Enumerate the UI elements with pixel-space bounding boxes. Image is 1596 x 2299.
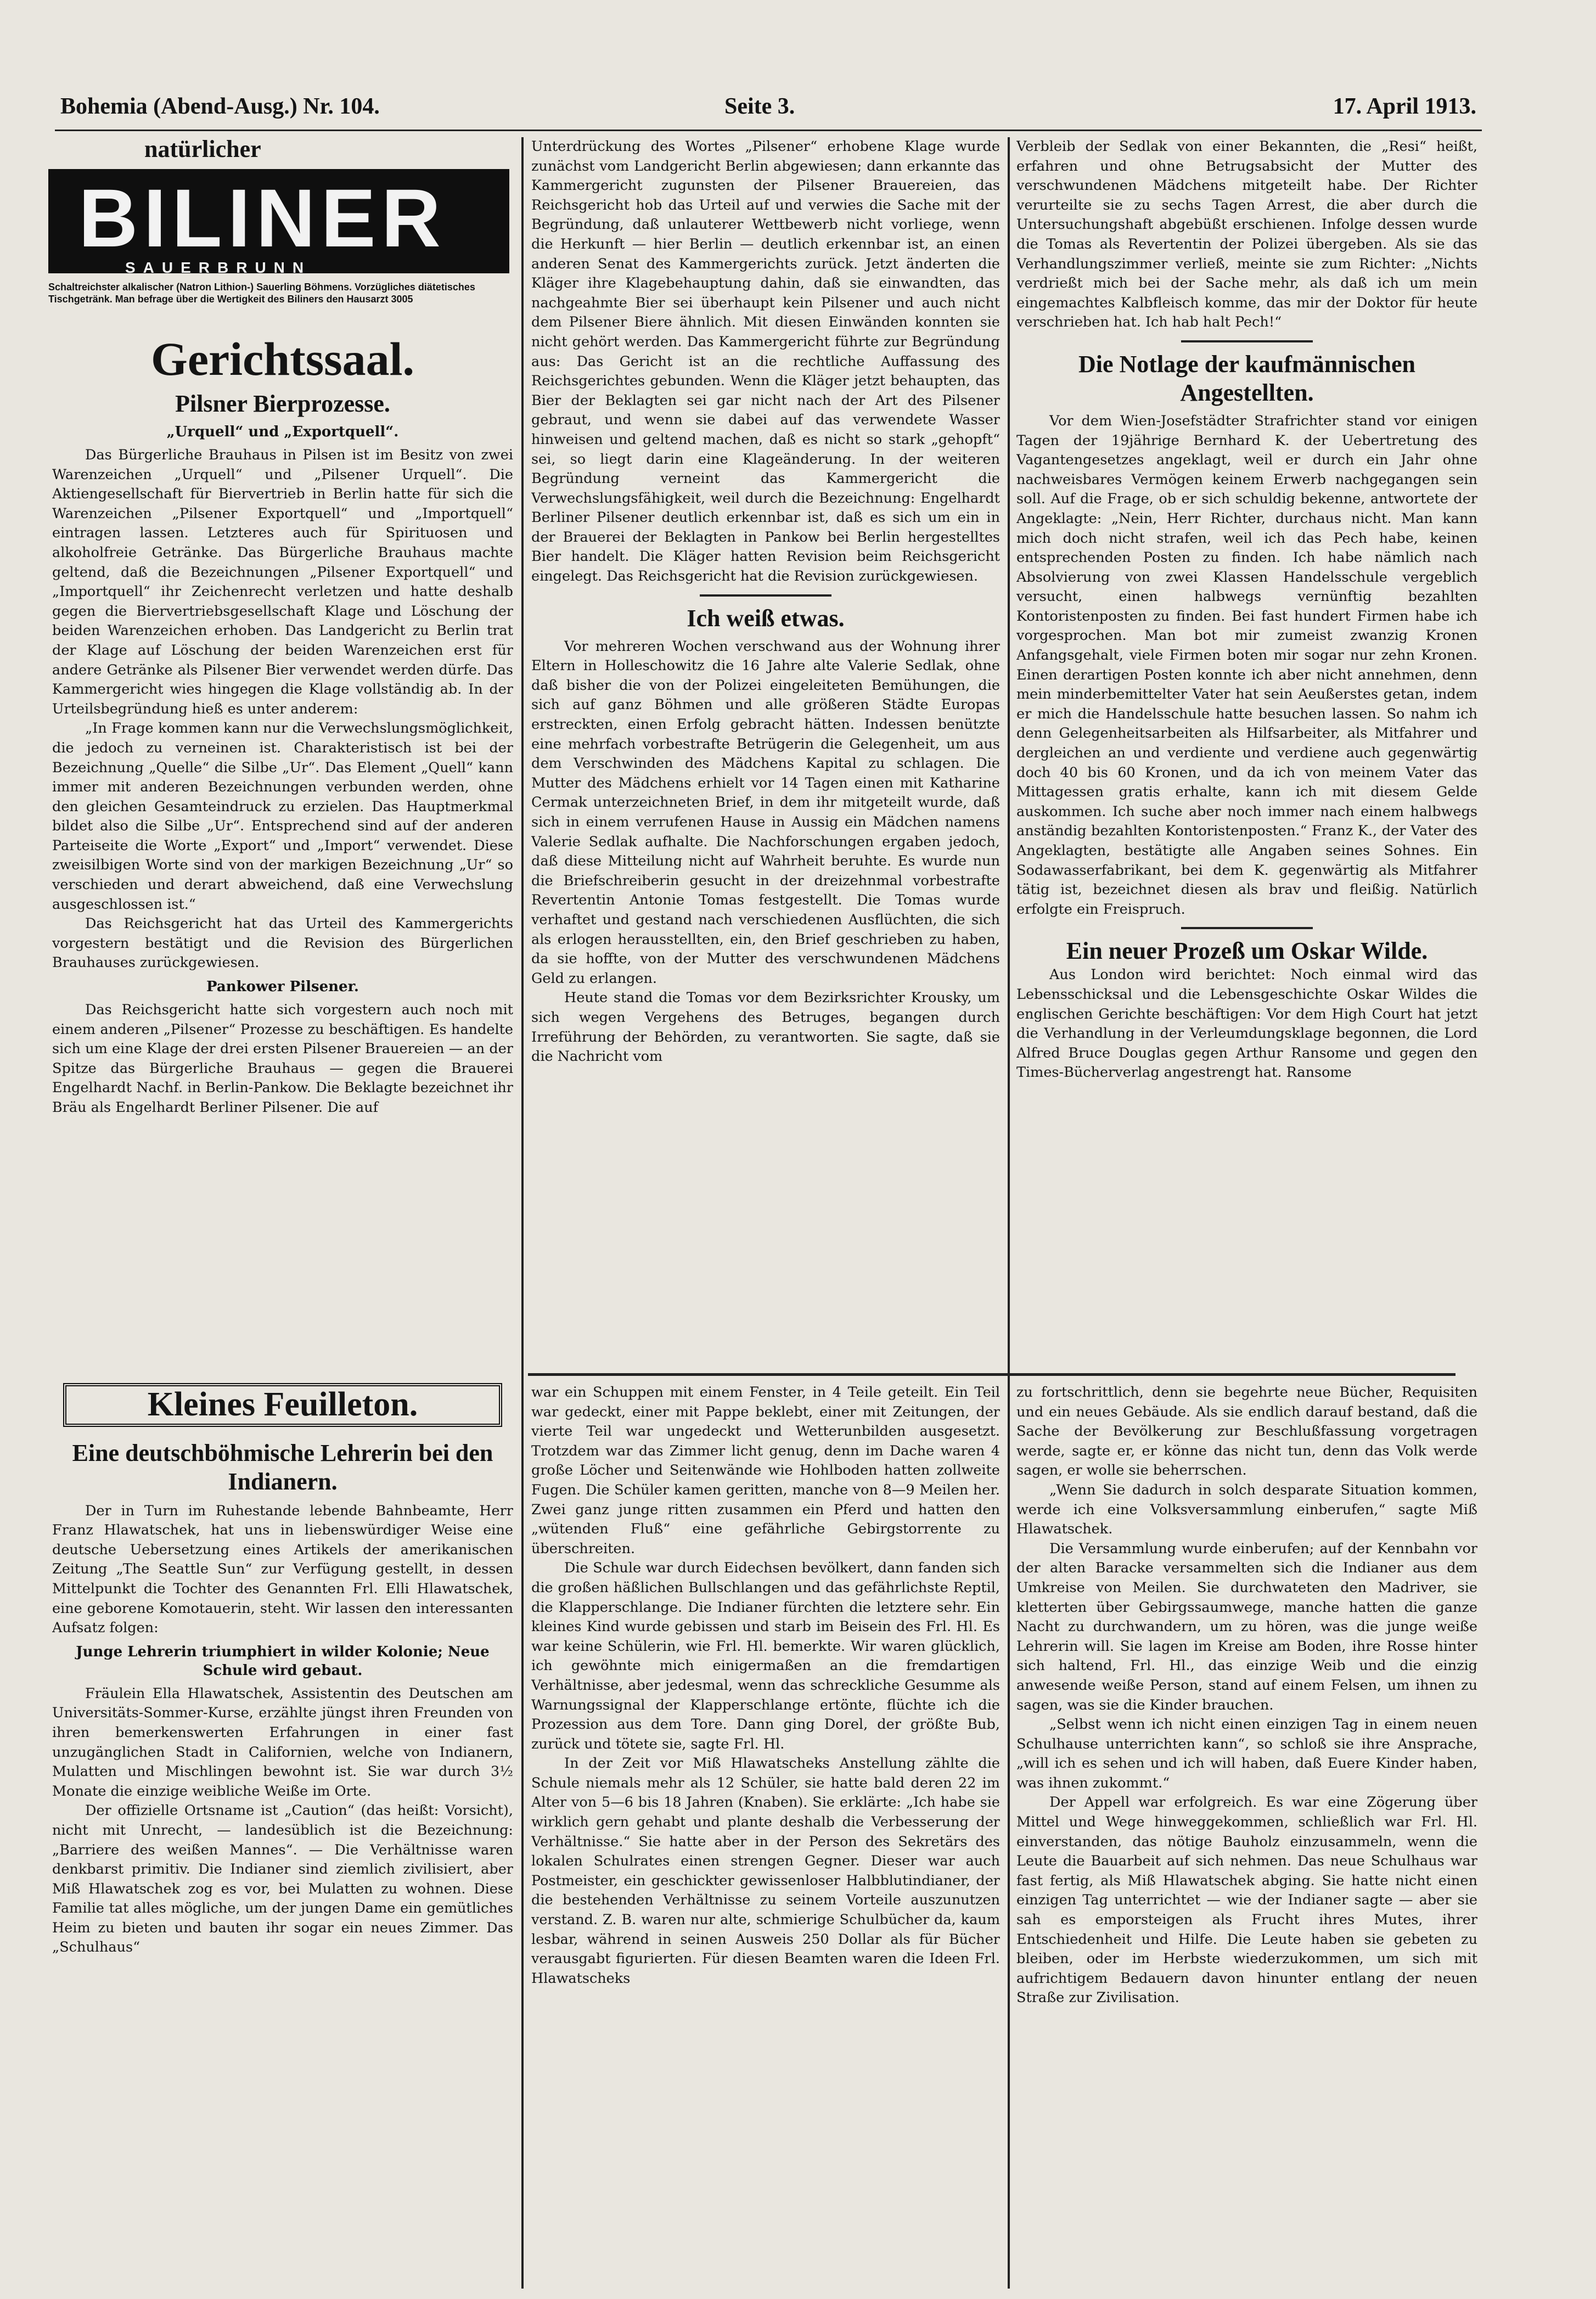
page-header xyxy=(60,93,1476,132)
column-rule-2 xyxy=(1008,137,1010,2289)
article-subtitle: „Urquell“ und „Exportquell“. xyxy=(166,424,399,440)
paragraph: Der offizielle Ortsname ist „Caution“ (das heißt: Vorsicht), nicht mit Unrecht, — landesüblich ist die Bezeichnung: „Barriere des weißen Mannes“. — Die Verhältnisse waren denkbarst primitiv. Die Indianer sind ziemlich zivilisiert, aber Miß Hlawatschek zog es vor, bei Mulatten zu wohnen. Diese Familie tat alles mögliche, um der jungen Dame ein gemütliches Heim zu bieten und bauten ihr sogar ein neues Zimmer. Das „Schulhaus“ xyxy=(52,1802,513,1956)
paragraph: Aus London wird berichtet: Noch einmal wird das Lebensschicksal und die Lebensgeschichte Oskar Wildes die englischen Gerichte beschäftigen: Vor dem High Court hat jetzt die Verhandlung in der Verleumdungsklage begonnen, die Lord Alfred Bruce Douglas gegen Arthur Ransome und gegen den Times-Bücherverlag angestrengt hat. Ransome xyxy=(1016,966,1477,1081)
article-title-bierprozesse: Pilsner Bierprozesse. xyxy=(175,390,390,417)
paragraph: Fräulein Ella Hlawatschek, Assistentin des Deutschen am Universitäts-Sommer-Kurse, erzählte jüngst ihren Freunden von ihren bemerkenswerten Erfahrungen in einer fast unzugänglichen Stadt in Californien, welche von Indianern, Mulatten und Mischlingen bewohnt ist. Sie war durch 3½ Monate die einzige weibliche Weiße im Orte. xyxy=(52,1685,513,1800)
paragraph: Unterdrückung des Wortes „Pilsener“ erhobene Klage wurde zunächst vom Landgericht Berlin abgewiesen; dann erkannte das Kammergericht zugunsten der Pilsener Brauereien, das Reichsgericht hob das Urteil auf und verwies die Sache mit der Begründung, daß unlauterer Wettbewerb nicht vorliege, wenn die Herkunft — hier Berlin — deutlich erkennbar ist, an einen anderen Senat des Kammergerichts zurück. Jetzt änderten die Kläger ihre Klagebehauptung dahin, daß sie einwandten, das nachgeahmte Bier sei überhaupt kein Pilsener und auch nicht dem Pilsener Biere ähnlich. Mit diesen Einwänden konnten sie nicht gehört werden. Das Kammergericht führte zur Begründung aus: Das Gericht ist an die rechtliche Auffassung des Reichsgerichtes gebunden. Wenn die Kläger jetzt behaupten, das Bier der Beklagten sei gar nicht nach der Art des Pilsener gebraut, und wenn sie dabei auf das verwendete Wasser hinweisen und geltend machen, daß es nicht so stark „gehopft“ sei, so liegt darin eine Klageänderung. In der weiteren Begründung verneint das Kammergericht die Verwechslungsfähigkeit, weil durch die Bezeichnung: Engelhardt Berliner Pilsener deutlich erkennbar ist, daß es sich um ein in der Brauerei der Beklagten in Pankow bei Berlin hergestelltes Bier handelt. Die Kläger hatten Revision beim Reichsgericht eingelegt. Das Reichsgericht hat die Revision zurückgewiesen. xyxy=(531,138,1000,585)
paragraph: Vor mehreren Wochen verschwand aus der Wohnung ihrer Eltern in Holleschowitz die 16 Jahre alte Valerie Sedlak, ohne daß bisher die von der Polizei eingeleiteten Bemühungen, die sich auf ganz Böhmen und alle größeren Städte Europas erstreckten, einen Erfolg gebracht hätten. Indessen benützte eine mehrfach vorbestrafte Betrügerin die Gelegenheit, um aus dem Verschwinden des Mädchens Kapital zu schlagen. Die Mutter des Mädchens erhielt vor 14 Tagen einen mit Katharine Cermak unterzeichneten Brief, in dem ihr mitgeteilt wurde, daß sich in einem verrufenen Hause in Aussig ein Mädchen namens Valerie Sedlak aufhalte. Die Nachforschungen ergaben jedoch, daß diese Mitteilung nicht auf Wahrheit beruhte. Es wurde nun die Briefschreiberin gesucht in der dreizehnmal vorbestrafte Revertentin Antonie Tomas festgestellt. Die Tomas wurde verhaftet und gestand nach verschiedenen Ausflüchten, die sich als erlogen herausstellten, ein, den Brief geschrieben zu haben, da sie hoffte, von der Mutter des verschwundenen Mädchens Geld zu erlangen. xyxy=(531,638,1000,987)
article-title-notlage: Die Notlage der kaufmännischen Angestellten. xyxy=(1078,350,1415,406)
paragraph: Der in Turn im Ruhestande lebende Bahnbeamte, Herr Franz Hlawatschek, hat uns in liebenswürdiger Weise eine deutsche Uebersetzung eines Artikels der amerikanischen Zeitung „The Seattle Sun“ zur Verfügung gestellt, in dessen Mittelpunkt die Tochter des Genannten Frl. Elli Hlawatschek, eine geborene Komotauerin, steht. Wir lassen den interessanten Aufsatz folgen: xyxy=(52,1502,513,1637)
subheading-pankow: Pankower Pilsener. xyxy=(206,979,359,996)
paragraph: Der Appell war erfolgreich. Es war eine Zögerung über Mittel und Wege hinweggekommen, schließlich war Frl. Hl. einverstanden, das nötige Bauholz einzusammeln, wenn die Leute die Bauarbeit auf sich nehmen. Das neue Schulhaus war fast fertig, als Miß Hlawatschek abging. Sie hatte nicht einen einzigen Tag unterrichtet — wie der Indianer sagte — aber sie sah es emporsteigen als Frucht ihres Mutes, ihrer Entschiedenheit und Hilfe. Die Leute haben sie gebeten zu bleiben, oder im Herbste wiederzukommen, um sich mit aufrichtigem Bedauern davon hinunter entlang der neuen Straße zur Zivilisation. xyxy=(1016,1794,1477,2006)
column-1-lower xyxy=(52,1383,513,2289)
article-separator xyxy=(1181,340,1313,342)
paragraph: zu fortschrittlich, denn sie begehrte neue Bücher, Requisiten und ein neues Gebäude. Als sie endlich darauf bestand, daß die Sache der Bevölkerung zur Beschlußfassung vorgetragen werde, sagte er, er könne das nicht tun, denn das Volk werde sagen, er wolle sie beherrschen. xyxy=(1016,1384,1477,1479)
paragraph: Heute stand die Tomas vor dem Bezirksrichter Krousky, um sich wegen Vergehens des Betruges, begangen durch Irreführung der Behörden, zu verantworten. Sie sagte, daß sie die Nachricht vom xyxy=(531,990,1000,1065)
column-3-upper xyxy=(1016,137,1477,1367)
article-separator xyxy=(1181,927,1313,929)
paragraph: Die Versammlung wurde einberufen; auf der Kennbahn vor der alten Baracke versammelten sich die Indianer aus dem Umkreise von Meilen. Sie durchwateten den Madriver, sie kletterten über Gebirgssaumwege, manche hatten die ganze Nacht zu durchwandern, um zu hören, was die junge weiße Lehrerin will. Sie lagen im Kreise am Boden, ihre Rosse hinter sich haltend, Frl. Hl., das einzige Weib und die einzig anwesende weiße Person, stand auf einem Felsen, um ihnen zu sagen, was sie die Kinder brauchen. xyxy=(1016,1540,1477,1713)
paragraph: In der Zeit vor Miß Hlawatscheks Anstellung zählte die Schule niemals mehr als 12 Schüler, sie hatte bald deren 22 im Alter von 5—6 bis 18 Jahren (Knaben). Sie erklärte: „Ich habe sie wirklich gern gehabt und plante deshalb die Verbesserung der Verhältnisse.“ Sie hatte aber in der Person des Sekretärs des lokalen Schulrates einen strengen Gegner. Dieser war auch Postmeister, ein geschickter gewissenloser Halbblutindianer, der die bestehenden Verhältnisse zu seinem Vorteile auszunutzen verstand. Z. B. waren nur alte, schmierige Schulbücher da, kaum lesbar, während in seinen Ausweis 250 Dollar als für Bücher verausgabt figurierten. Für diesen Beamten waren die Ideen Frl. Hlawatscheks xyxy=(531,1755,1000,1987)
section-rule-middle xyxy=(528,1373,1455,1376)
header-page-number: Seite 3. xyxy=(724,94,795,119)
column-3-lower xyxy=(1016,1383,1477,2289)
paragraph: „Selbst wenn ich nicht einen einzigen Tag in einem neuen Schulhause unterrichten kann“, so schloß sie ihre Ansprache, „will ich es sehen und ich will haben, daß Euere Kinder haben, was ihnen zukommt.“ xyxy=(1016,1716,1477,1791)
paragraph: war ein Schuppen mit einem Fenster, in 4 Teile geteilt. Ein Teil war gedeckt, einer mit Pappe beklebt, einer mit Zeitungen, der vierte Teil war ungedeckt und Wetterunbilden ausgesetzt. Trotzdem war das Zimmer licht genug, denn im Dache waren 4 große Löcher und Seitenwände wie Hohlboden hatten zollweite Fugen. Die Schüler kamen geritten, manche von 8—9 Meilen her. Zwei ganz junge ritten zusammen ein Pferd und hatten den „wütenden Fluß“ eine gefährliche Gebirgstorrente zu überschreiten. xyxy=(531,1384,1000,1557)
article-title-lehrerin: Eine deutschböhmische Lehrerin bei den Indianern. xyxy=(72,1439,493,1495)
ad-brand: BILINER xyxy=(78,172,446,264)
column-1-upper xyxy=(52,329,513,1361)
article-title-oskar-wilde: Ein neuer Prozeß um Oskar Wilde. xyxy=(1066,937,1428,965)
column-2-upper xyxy=(531,137,1000,1367)
paragraph: Verbleib der Sedlak von einer Bekannten, die „Resi“ heißt, erfahren und ohne Betrugsabsicht der Mutter des verschwundenen Mädchens mitgeteilt habe. Der Richter verurteilte sie zu sechs Tagen Arrest, die aber durch die Untersuchungshaft abgebüßt erschienen. Infolge dessen wurde die Tomas als Revertentin der Polizei übergeben. Als sie das Verhandlungszimmer verließ, meinte sie zum Richter: „Nichts verdrießt mich bei der Sache mehr, als daß ich um mein eingemachtes Kalbfleisch komme, das mir der Doktor für heute verschrieben hat. Ich hab halt Pech!“ xyxy=(1016,138,1477,331)
paragraph: Das Bürgerliche Brauhaus in Pilsen ist im Besitz von zwei Warenzeichen „Urquell“ und „Pilsener Urquell“. Die Aktiengesellschaft für Biervertrieb in Berlin hatte für sich die Warenzeichen „Pilsener Exportquell“ und „Importquell“ eintragen lassen. Letzteres auch für Spirituosen und alkoholfreie Getränke. Das Bürgerliche Brauhaus machte geltend, daß die Bezeichnungen „Pilsener Exportquell“ und „Importquell“ ihr Zeichenrecht verletzen und hatte deshalb gegen die Biervertriebsgesellschaft Klage und Löschung der beiden Warenzeichen erhoben. Das Landgericht zu Berlin trat der Klage auf Löschung der beiden Warenzeichen erst für andere Getränke als Pilsener Bier verwendet werden dürfe. Das Kammergericht wies hingegen die Klage vollständig ab. In der Urteilsbegründung hieß es unter anderem: xyxy=(52,447,513,717)
paragraph: Das Reichsgericht hatte sich vorgestern auch noch mit einem anderen „Pilsener“ Prozesse zu beschäftigen. Es handelte sich um eine Klage der drei ersten Pilsener Brauereien — an der Spitze das Bürgerliche Brauhaus — gegen die Brauerei Engelhardt Nachf. in Berlin-Pankow. Die Beklagte bezeichnet ihr Bräu als Engelhardt Berliner Pilsener. Die auf xyxy=(52,1002,513,1116)
paragraph: Die Schule war durch Eidechsen bevölkert, dann fanden sich die großen häßlichen Bullschlangen und das gefährlichste Reptil, die Klapperschlange. Die Indianer fürchten die letztere sehr. Ein kleines Kind wurde gebissen und starb im Beisein des Frl. Hl. Es war keine Schülerin, wie Frl. Hl. bemerkte. Wir waren glücklich, ich gewöhnte mich einigermaßen an die fremdartigen Verhältnisse, aber jedesmal, wenn das schreckliche Gesumme als Warnungssignal der Klapperschlange ertönte, flüchte ich die Prozession aus dem Tore. Dann ging Dorel, der größte Bub, zurück und tötete sie, sagte Frl. Hl. xyxy=(531,1560,1000,1752)
article-separator xyxy=(700,594,831,597)
paragraph: „Wenn Sie dadurch in solch desparate Situation kommen, werde ich eine Volksversammlung einberufen,“ sagte Miß Hlawatschek. xyxy=(1016,1481,1477,1538)
section-title-gerichtssaal: Gerichtssaal. xyxy=(150,333,415,385)
paragraph: Das Reichsgericht hat das Urteil des Kammergerichts vorgestern bestätigt und die Revision des Bürgerlichen Brauhauses zurückgewiesen. xyxy=(52,915,513,971)
header-rule xyxy=(55,130,1482,131)
ad-banner xyxy=(48,169,509,276)
paragraph: „In Frage kommen kann nur die Verwechslungsmöglichkeit, die jedoch zu verneinen ist. Charakteristisch ist bei der Bezeichnung „Quelle“ die Silbe „Ur“. Das Element „Quell“ kann immer mit anderen Bezeichnungen verbunden werden, ohne den gleichen Gesamteindruck zu erzielen. Das Hauptmerkmal bildet also die Silbe „Ur“. Entsprechend sind auf der anderen Parteiseite die Worte „Export“ und „Import“ verwendet. Diese zweisilbigen Worte sind von der markigen Bezeichnung „Ur“ so verschieden und derart abweichend, daß eine Verwechslung ausgeschlossen ist.“ xyxy=(52,720,513,913)
ad-subbrand: SAUERBRUNN xyxy=(125,259,312,276)
header-issue: Bohemia (Abend-Ausg.) Nr. 104. xyxy=(60,94,380,119)
biliner-advertisement xyxy=(48,137,509,318)
ad-description: Schaltreichster alkalischer (Natron Lithion-) Sauerling Böhmens. Vorzügliches diätetisches Tischgetränk. Man befrage über die Wertigkeit des Biliners den Hausarzt 3005 xyxy=(48,282,475,305)
feuilleton-box: Kleines Feuilleton. xyxy=(63,1383,502,1427)
header-date: 17. April 1913. xyxy=(1333,94,1476,119)
paragraph: Vor dem Wien-Josefstädter Strafrichter stand vor einigen Tagen der 19jährige Bernhard K. der Uebertretung des Vagantengesetzes angeklagt, weil er durch ein Jahr ohne nachweisbares Vermögen keinem Erwerb nachgegangen sein soll. Auf die Frage, ob er sich schuldig bekenne, antwortete der Angeklagte: „Nein, Herr Richter, durchaus nicht. Man kann mich doch nicht strafen, weil ich das Pech habe, keinen entsprechenden Posten zu finden. Ich habe nämlich nach Absolvierung von zwei Klassen Handelsschule vergeblich versucht, einen halbwegs vernünftig bezahlten Kontoristenposten zu finden. Bei fast hundert Firmen habe ich vorgesprochen. Man bot mir zumeist zwanzig Kronen Anfangsgehalt, viele Firmen boten mir sogar nur zehn Kronen. Einen derartigen Posten konnte ich aber nicht annehmen, denn mein minderbemittelter Vater hat sein Aeußerstes getan, indem er mich die Handelsschule hatte besuchen lassen. So nahm ich denn Gelegenheitsarbeiten als Hilfsarbeiter, als Mitfahrer und dergleichen an und verdiente und verdiene auch gegenwärtig doch 40 bis 60 Kronen, und da ich von meinem Vater das Mittagessen gratis erhalte, kann ich mit diesem Gelde auskommen. Ich suche aber noch immer nach einem halbwegs anständig bezahlten Kontoristenposten.“ Franz K., der Vater des Angeklagten, bestätigte alle Angaben seines Sohnes. Ein Sodawasserfabrikant, bei dem K. gegenwärtig als Mitfahrer tätig ist, bezeichnet diesen als brav und fleißig. Natürlich erfolgte ein Freispruch. xyxy=(1016,412,1477,918)
article-title-ich-weiss-etwas: Ich weiß etwas. xyxy=(687,604,845,632)
column-2-lower xyxy=(531,1383,1000,2289)
subheading-junge-lehrerin: Junge Lehrerin triumphiert in wilder Kolonie; Neue Schule wird gebaut. xyxy=(76,1643,490,1679)
ad-tagline: natürlicher xyxy=(144,136,261,162)
column-rule-1 xyxy=(521,137,524,2289)
